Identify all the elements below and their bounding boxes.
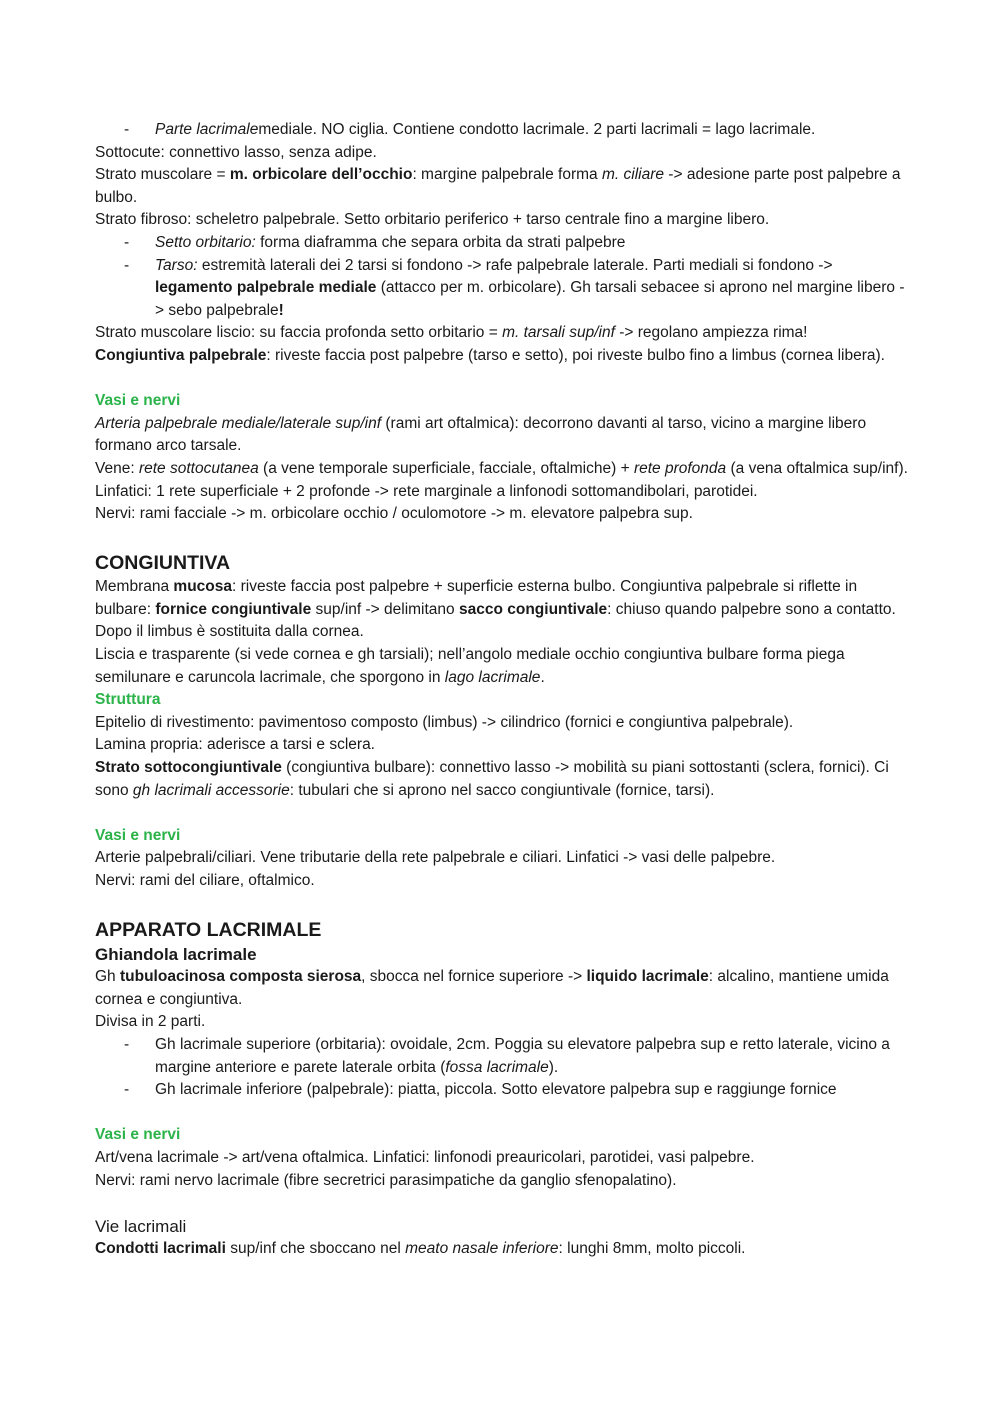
bold-text: legamento palpebrale mediale	[155, 279, 377, 297]
bullet-item	[95, 1079, 910, 1102]
text-run: (attacco per m. orbicolare). Gh tarsali sebacee si aprono nel margine libero -> sebo palpebrale	[155, 279, 905, 319]
paragraph	[95, 847, 910, 870]
sub-heading: Vie lacrimali	[95, 1216, 187, 1236]
paragraph	[95, 1238, 910, 1261]
text-run: sup/inf -> delimitano	[311, 600, 459, 618]
spacer	[95, 1192, 910, 1215]
bold-text: Strato sottocongiuntivale	[95, 759, 282, 777]
paragraph	[95, 870, 910, 893]
paragraph	[95, 345, 910, 368]
italic-text: fossa lacrimale	[445, 1058, 549, 1076]
text-run: Vene:	[95, 459, 139, 477]
paragraph	[95, 734, 910, 757]
text-run: : alcalino, mantiene umida cornea e congiuntiva.	[95, 968, 889, 1008]
text-run: Nervi: rami nervo lacrimale (fibre secretrici parasimpatiche da ganglio sfenopalatino).	[95, 1171, 677, 1189]
italic-text: Tarso:	[155, 256, 198, 274]
paragraph	[95, 644, 910, 689]
italic-text: meato nasale inferiore	[405, 1239, 559, 1257]
bold-text: tubuloacinosa composta sierosa	[119, 968, 362, 986]
spacer	[95, 802, 910, 825]
text-run: -> regolano ampiezza rima!	[614, 324, 808, 342]
bold-text: mucosa	[173, 578, 232, 596]
bold-text: m. orbicolare dell’occhio	[229, 166, 413, 184]
sub-heading: Ghiandola lacrimale	[95, 945, 257, 965]
dash-bullet-icon: -	[124, 1081, 130, 1099]
dash-bullet-icon: -	[124, 256, 130, 274]
paragraph	[95, 757, 910, 802]
paragraph	[95, 712, 910, 735]
subsection-heading: Vasi e nervi	[95, 1126, 181, 1144]
text-run: Liscia e trasparente (si vede cornea e gh tarsiali); nell’angolo mediale occhio congiuntiva bulbare forma piega semilunare e caruncola lacrimale, che sporgono in	[95, 646, 845, 686]
paragraph	[95, 458, 910, 481]
document-body	[95, 119, 910, 1260]
text-run: Strato muscolare =	[95, 166, 230, 184]
dash-bullet-icon: -	[124, 121, 130, 138]
dash-bullet-icon: -	[124, 233, 130, 251]
spacer	[95, 893, 910, 916]
paragraph	[95, 966, 910, 1011]
text-run: (a vena oftalmica sup/inf).	[726, 459, 908, 477]
paragraph	[95, 576, 910, 644]
spacer	[95, 526, 910, 549]
text-run: Gh	[95, 968, 120, 986]
text-run: : riveste faccia post palpebre + superficie esterna bulbo. Congiuntiva palpebrale si riflette in bulbare:	[95, 578, 858, 618]
text-run: -> adesione parte post palpebre a bulbo.	[95, 166, 901, 206]
text-run: ).	[548, 1058, 559, 1076]
text-run: Strato muscolare liscio: su faccia profonda setto orbitario =	[95, 324, 503, 342]
text-run: mediale. NO ciglia. Contiene condotto lacrimale. 2 parti lacrimali = lago lacrimale.	[258, 121, 816, 138]
italic-text: lago lacrimale	[444, 668, 541, 686]
bold-text: !	[278, 301, 284, 319]
bold-text: Condotti lacrimali	[95, 1239, 226, 1257]
dash-bullet-icon: -	[124, 1035, 130, 1053]
text-run: Nervi: rami facciale -> m. orbicolare occhio / oculomotore -> m. elevatore palpebra sup.	[95, 505, 693, 523]
spacer	[95, 1102, 910, 1125]
text-run: forma diaframma che separa orbita da strati palpebre	[255, 233, 626, 251]
italic-text: Arteria palpebrale mediale/laterale sup/inf	[95, 414, 382, 432]
subsection-heading: Struttura	[95, 691, 161, 709]
paragraph	[95, 1011, 910, 1034]
text-run: estremità laterali dei 2 tarsi si fondono -> rafe palpebrale laterale. Parti mediali si fondono ->	[197, 256, 833, 274]
text-run: Linfatici: 1 rete superficiale + 2 profonde -> rete marginale a linfonodi sottomandibolari, parotidei.	[95, 482, 758, 500]
text-run: Gh lacrimale inferiore (palpebrale): piatta, piccola. Sotto elevatore palpebra sup e raggiunge fornice	[155, 1081, 837, 1099]
text-run: Strato fibroso: scheletro palpebrale. Setto orbitario periferico + tarso centrale fino a margine libero.	[95, 211, 770, 229]
text-run: Gh lacrimale superiore (orbitaria): ovoidale, 2cm. Poggia su elevatore palpebra sup e retto laterale, vicino a margine anteriore e parete laterale orbita (	[155, 1035, 890, 1076]
text-run: .	[540, 668, 545, 686]
bold-text: liquido lacrimale	[586, 968, 709, 986]
text-run: Arterie palpebrali/ciliari. Vene tributarie della rete palpebrale e ciliari. Linfatici -> vasi delle palpebre.	[95, 849, 776, 867]
text-run: : tubulari che si aprono nel sacco congiuntivale (fornice, tarsi).	[289, 781, 715, 799]
text-run: Divisa in 2 parti.	[95, 1013, 206, 1031]
text-run: : chiuso quando palpebre sono a contatto. Dopo il limbus è sostituita dalla cornea.	[95, 600, 896, 641]
italic-text: gh lacrimali accessorie	[132, 781, 290, 799]
text-run: Sottocute: connettivo lasso, senza adipe.	[95, 143, 377, 161]
italic-text: rete sottocutanea	[138, 459, 259, 477]
text-run: Lamina propria: aderisce a tarsi e sclera.	[95, 736, 375, 754]
paragraph	[95, 1147, 910, 1170]
section-heading: CONGIUNTIVA	[95, 552, 231, 575]
bold-text: sacco congiuntivale	[458, 600, 608, 618]
text-run: Nervi: rami del ciliare, oftalmico.	[95, 872, 315, 889]
bullet-item	[95, 255, 910, 323]
paragraph	[95, 503, 910, 526]
text-run: (a vene temporale superficiale, facciale, oftalmiche) +	[258, 459, 634, 477]
text-run: (congiuntiva bulbare): connettivo lasso -> mobilità su piani sottostanti (sclera, fornici). Ci sono	[95, 759, 889, 799]
paragraph	[95, 164, 910, 209]
paragraph	[95, 413, 910, 458]
text-run: sup/inf che sboccano nel	[225, 1239, 406, 1257]
text-run: (rami art oftalmica): decorrono davanti al tarso, vicino a margine libero formano arco tarsale.	[95, 414, 867, 455]
subsection-heading: Vasi e nervi	[95, 826, 181, 844]
paragraph	[95, 209, 910, 232]
text-run: Membrana	[95, 578, 174, 596]
italic-text: Setto orbitario:	[155, 233, 256, 251]
spacer	[95, 368, 910, 391]
subsection-heading: Vasi e nervi	[95, 392, 181, 410]
section-heading: APPARATO LACRIMALE	[95, 919, 322, 942]
bullet-item	[95, 232, 910, 255]
text-run: : lunghi 8mm, molto piccoli.	[558, 1239, 746, 1257]
text-run: : margine palpebrale forma	[412, 166, 602, 184]
italic-text: Parte lacrimale	[155, 121, 259, 138]
bold-text: fornice congiuntivale	[155, 600, 312, 618]
text-run: Art/vena lacrimale -> art/vena oftalmica. Linfatici: linfonodi preauricolari, parotidei, vasi palpebre.	[95, 1148, 755, 1166]
text-run: Epitelio di rivestimento: pavimentoso composto (limbus) -> cilindrico (fornici e congiuntiva palpebrale).	[95, 713, 794, 731]
paragraph	[95, 1170, 910, 1193]
text-run: , sbocca nel fornice superiore ->	[361, 968, 587, 986]
paragraph	[95, 481, 910, 504]
italic-text: m. ciliare	[601, 166, 664, 184]
text-run: : riveste faccia post palpebre (tarso e setto), poi riveste bulbo fino a limbus (cornea libera).	[266, 346, 885, 364]
paragraph	[95, 142, 910, 165]
bullet-item	[95, 1034, 910, 1079]
bullet-item	[95, 119, 910, 142]
paragraph	[95, 322, 910, 345]
bold-text: Congiuntiva palpebrale	[95, 346, 267, 364]
italic-text: m. tarsali sup/inf	[502, 324, 615, 342]
italic-text: rete profonda	[633, 459, 727, 477]
